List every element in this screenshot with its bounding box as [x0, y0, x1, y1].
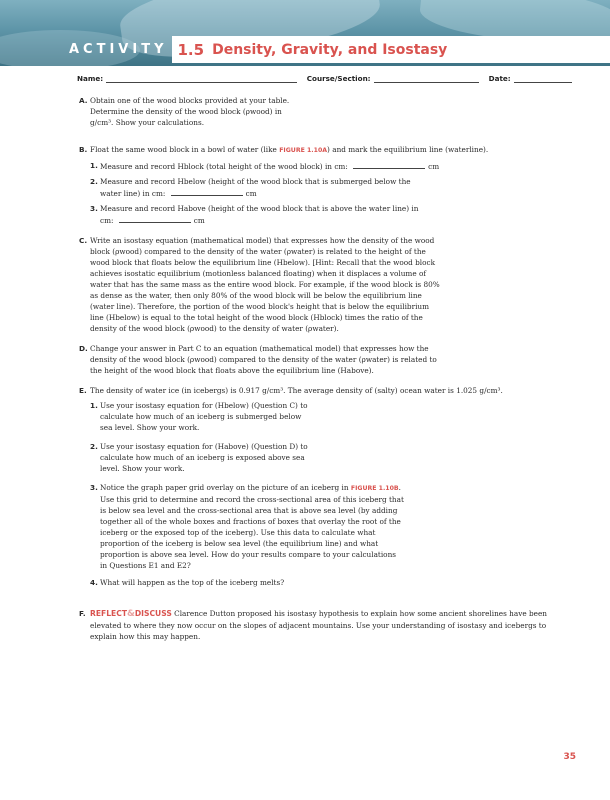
question-label: B. [79, 145, 88, 154]
sub-question [90, 577, 574, 588]
discuss-label: DISCUSS [134, 609, 172, 618]
question-text: The density of water ice (in icebergs) is 0.917 g/cm³. The average density of (salty) ocean water is 1.025 g/cm³. [90, 386, 503, 395]
sub-number: 2. [90, 442, 98, 451]
question-b [79, 144, 574, 226]
sub-text: Notice the graph paper grid overlay on the picture of an iceberg in [100, 483, 351, 492]
sub-text: Use your isostasy equation for (Habove) (Question D) to calculate how much of an iceberg is exposed above sea level. Show your work. [100, 442, 308, 473]
question-text: Clarence Dutton proposed his isostasy hypothesis to explain how some ancient shorelines have been elevated to where they now occur on the slopes of adjacent mountains. Use your understanding of isostasy and icebergs to explain how this may happen. [90, 609, 547, 641]
sub-number: 1. [90, 401, 98, 410]
sub-question [90, 441, 315, 474]
sub-text: Measure and record Habove (height of the wood block that is above the water line) in cm: [100, 204, 419, 225]
name-field[interactable] [106, 74, 297, 83]
question-label: D. [79, 344, 88, 353]
question-f [79, 608, 574, 642]
activity-title-bar [0, 36, 610, 63]
sub-number: 4. [90, 578, 98, 587]
activity-number: 1.5 [177, 40, 205, 59]
ampersand: & [127, 609, 135, 619]
unit-label: cm [245, 189, 257, 198]
sub-question [90, 176, 430, 199]
student-info-fields [77, 74, 572, 83]
question-text: Obtain one of the wood blocks provided at your table. Determine the density of the wood block (ρwood) in g/cm³. Show your calculations. [90, 96, 290, 127]
question-list [79, 95, 574, 651]
course-field[interactable] [374, 74, 479, 83]
sub-text: Measure and record Hblock (total height of the wood block) in cm: [100, 162, 348, 171]
question-text: Change your answer in Part C to an equation (mathematical model) that expresses how the density of the wood block (ρwood) compared to the density of the water (ρwater) is related to the height of the wood block that floats above the equilibrium line (Habove). [90, 344, 437, 375]
question-e [79, 385, 574, 588]
sub-text: Measure and record Hbelow (height of the wood block that is submerged below the water line) in cm: [100, 177, 411, 198]
question-text: Write an isostasy equation (mathematical model) that expresses how the density of the wood block (ρwood) compared to the density of the water (ρwater) is related to the height of the wood block that floats below the equilibrium line (Hbelow). [Hint: Recall that the wood block achieves isostatic equilibrium (motionless balanced floating) when it displaces a volume of water that has the same mass as the entire wood block. For example, if the wood block is 80% as dense as the water, then only 80% of the wood block will be below the equilibrium line (water line). Therefore, the portion of the wood block's height that is below the equilibrium line (Hbelow) is equal to the total height of the wood block (Hblock) times the ratio of the density of the wood block (ρwood) to the density of water (ρwater). [90, 236, 440, 333]
date-field[interactable] [514, 74, 572, 83]
sub-text: Use your isostasy equation for (Hbelow) (Question C) to calculate how much of an iceberg is submerged below sea level. Show your work. [100, 401, 308, 432]
sub-question [90, 482, 405, 571]
question-text: Float the same wood block in a bowl of water (like [90, 145, 280, 154]
sub-question [90, 203, 430, 226]
question-label: E. [79, 386, 87, 395]
sub-question [90, 160, 574, 172]
question-c [79, 235, 445, 334]
question-text-cont: ) and mark the equilibrium line (waterline). [327, 145, 489, 154]
date-label: Date: [488, 74, 511, 83]
answer-blank[interactable] [119, 214, 191, 223]
question-label: F. [79, 609, 86, 618]
sub-question [90, 400, 315, 433]
figure-reference: FIGURE 1.10B [350, 485, 399, 492]
page-number: 35 [563, 752, 576, 762]
unit-label: cm [193, 216, 205, 225]
sub-number: 1. [90, 161, 98, 170]
sub-number: 3. [90, 483, 98, 492]
name-label: Name: [77, 74, 104, 83]
answer-blank[interactable] [353, 160, 425, 169]
page-title: Density, Gravity, and Isostasy [212, 41, 448, 58]
course-label: Course/Section: [306, 74, 371, 83]
sub-text: What will happen as the top of the iceberg melts? [100, 578, 285, 587]
question-d [79, 343, 445, 376]
answer-blank[interactable] [171, 187, 243, 196]
question-label: C. [79, 236, 88, 245]
sub-text-cont: . Use this grid to determine and record the cross-sectional area of this iceberg that is below sea level and the cross-sectional area that is above sea level (by adding together all of the whole boxes and fractions of boxes that overlay the root of the iceberg or the exposed top of the iceberg). Use this data to calculate what proportion of the iceberg is below sea level (the equilibrium line) and what proportion is above sea level. How do your results compare to your calculations in Questions E1 and E2? [100, 483, 404, 570]
figure-reference: FIGURE 1.10A [279, 147, 328, 154]
question-a [79, 95, 290, 128]
reflect-label: REFLECT [90, 609, 128, 618]
sub-number: 2. [90, 177, 98, 186]
unit-label: cm [428, 162, 440, 171]
question-label: A. [79, 96, 88, 105]
sub-number: 3. [90, 204, 98, 213]
activity-label: ACTIVITY [69, 42, 168, 57]
